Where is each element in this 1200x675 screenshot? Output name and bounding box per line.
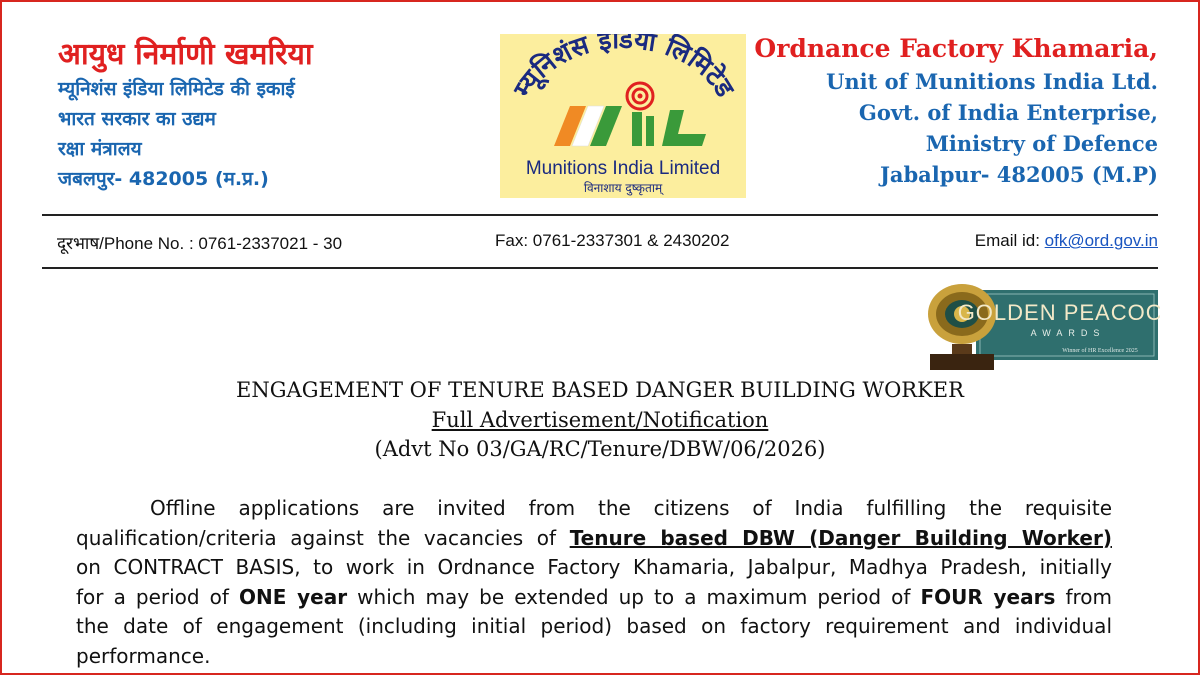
- header-divider-top: [42, 214, 1158, 216]
- logo-name: Munitions India Limited: [525, 158, 721, 179]
- para-line-3: on CONTRACT BASIS, to work in Ordnance Factory Khamaria, Jabalpur, Madhya Pradesh, initially: [76, 555, 1112, 579]
- hindi-enterprise-line: भारत सरकार का उद्यम: [58, 108, 216, 130]
- english-enterprise-line: Govt. of India Enterprise,: [858, 100, 1158, 125]
- header-divider-bottom: [42, 267, 1158, 269]
- mil-emblem: [500, 34, 746, 198]
- english-address-line: Jabalpur- 482005 (M.P): [879, 162, 1158, 187]
- hindi-ministry-line: रक्षा मंत्रालय: [58, 138, 142, 160]
- logo-arc-text: म्यूनिशंस इंडिया लिमिटेड: [508, 34, 740, 103]
- munitions-india-logo: [500, 34, 746, 198]
- notice-subtitle-text: Full Advertisement/Notification: [431, 408, 769, 432]
- para-line-5: the date of engagement (including initial period) based on factory requirement and individual: [76, 614, 1112, 638]
- golden-peacock-award: [920, 282, 1160, 376]
- advt-number: (Advt No 03/GA/RC/Tenure/DBW/06/2026): [374, 437, 826, 461]
- post-name: Tenure based DBW (Danger Building Worker): [569, 525, 1112, 550]
- initial-period: ONE year: [239, 584, 348, 609]
- hindi-address-line: जबलपुर- 482005 (म.प्र.): [58, 168, 269, 190]
- award-caption: Winner of HR Excellence 2025: [1062, 348, 1138, 354]
- english-unit-line: Unit of Munitions India Ltd.: [826, 69, 1158, 94]
- para-line-2: qualification/criteria against the vacancies of Tenure based DBW (Danger Building Worker): [76, 525, 1112, 550]
- english-ministry-line: Ministry of Defence: [925, 131, 1158, 156]
- phone-number: दूरभाष/Phone No. : 0761-2337021 - 30: [57, 234, 343, 253]
- hindi-factory-name: आयुध निर्माणी खमरिया: [58, 37, 313, 72]
- notice-paragraph: [76, 494, 1112, 671]
- logo-motto: विनाशाय दुष्कृताम्: [583, 181, 663, 195]
- english-factory-name: Ordnance Factory Khamaria,: [754, 34, 1158, 63]
- para-line-1: Offline applications are invited from the citizens of India fulfilling the requisite: [150, 496, 1112, 520]
- english-header: [754, 32, 1158, 190]
- notice-title: ENGAGEMENT OF TENURE BASED DANGER BUILDING WORKER: [236, 378, 964, 402]
- email-line: [975, 231, 1158, 251]
- para-line-4: for a period of ONE year which may be extended up to a maximum period of FOUR years from: [76, 584, 1112, 609]
- award-subtitle: AWARDS: [1030, 328, 1106, 338]
- email-link[interactable]: ofk@ord.gov.in: [1044, 231, 1158, 250]
- hindi-unit-line: म्यूनिशंस इंडिया लिमिटेड की इकाई: [58, 78, 295, 100]
- award-title: GOLDEN PEACOCK: [957, 300, 1160, 325]
- notice-subtitle: [0, 406, 1200, 435]
- email-label: Email id:: [974, 231, 1045, 250]
- max-period: FOUR years: [920, 584, 1056, 609]
- award-emblem: [920, 282, 1160, 376]
- hindi-header: [58, 36, 388, 194]
- para-line-6: performance.: [76, 643, 211, 668]
- fax-number: Fax: 0761-2337301 & 2430202: [495, 231, 730, 250]
